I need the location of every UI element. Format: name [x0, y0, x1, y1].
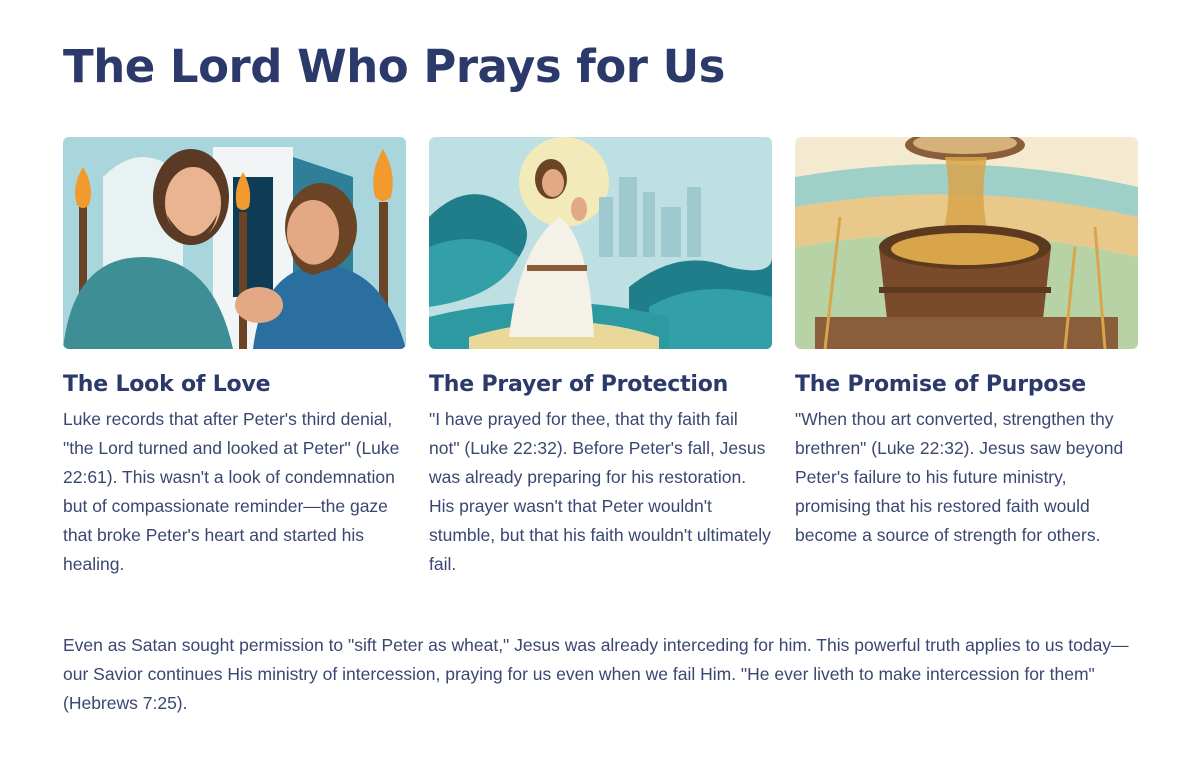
card-prayer-of-protection	[429, 137, 772, 579]
closing-paragraph: Even as Satan sought permission to "sift Peter as wheat," Jesus was already interceding for him. This powerful truth applies to us today—our Savior continues His ministry of intercession, praying for us even when we fail Him. "He ever liveth to make intercession for them" (Hebrews 7:25).	[63, 635, 1129, 713]
card-heading: The Prayer of Protection	[429, 372, 729, 397]
card-body: "When thou art converted, strengthen thy brethren" (Luke 22:32). Jesus saw beyond Peter's failure to his future ministry, promising that his restored faith would become a source of strength for others.	[795, 409, 1124, 545]
jesus-praying-illustration	[429, 137, 772, 349]
card-body: "I have prayed for thee, that thy faith fail not" (Luke 22:32). Before Peter's fall, Jesus was already preparing for his restoration. His prayer wasn't that Peter wouldn't stumble, but that his faith wouldn't ultimately fail.	[429, 409, 771, 574]
card-heading: The Look of Love	[63, 372, 271, 397]
card-promise-of-purpose	[795, 137, 1138, 579]
page-title: The Lord Who Prays for Us	[63, 40, 725, 93]
card-heading: The Promise of Purpose	[795, 372, 1086, 397]
card-look-of-love	[63, 137, 406, 579]
card-row	[63, 137, 1138, 579]
peter-and-jesus-illustration	[63, 137, 406, 349]
card-body: Luke records that after Peter's third denial, "the Lord turned and looked at Peter" (Luke 22:61). This wasn't a look of condemnation but of compassionate reminder—the gaze that broke Peter's heart and started his healing.	[63, 409, 400, 574]
wheat-sifting-illustration	[795, 137, 1138, 349]
